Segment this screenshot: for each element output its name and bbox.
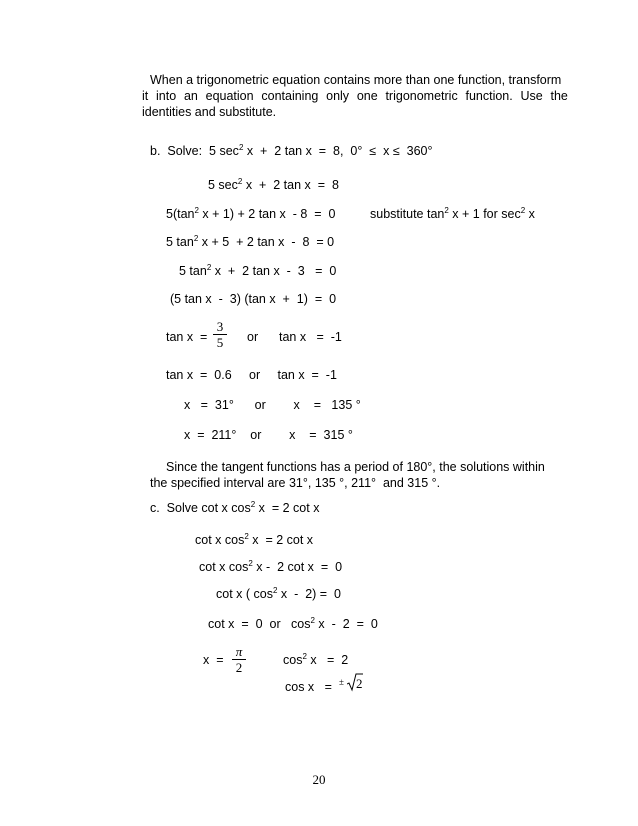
- problem-b-step-3: 5 $\tan^2 x + 5 + 2$ tan x - 8 = 0: [166, 234, 335, 249]
- problem-b-step-6-left: tan x =: [166, 330, 208, 344]
- fraction-three-fifths: 3 5: [213, 320, 227, 349]
- problem-b-step-6-or: or: [247, 330, 259, 344]
- problem-c-step-4: cot x = 0 or $\cos^2 x - 2 = 0$: [208, 616, 378, 631]
- problem-b-conclusion-2: the specified interval are 31°, 135 °, 211° and 315 °.: [150, 476, 441, 490]
- problem-c-step-2: cot x $\cos^2 x - 2$ cot x = 0: [199, 559, 343, 574]
- problem-b-step-2: $5(\tan^2$ x + 1) + 2 tan x - 8 = 0: [166, 206, 336, 221]
- problem-b-header: b. Solve: 5 $\sec^2 x + 2$ tan x = 8, 0° ≤ x ≤ 360°: [150, 143, 433, 158]
- problem-c-step-5-left: x =: [203, 653, 224, 667]
- problem-c-header: c. Solve cot x $\cos^2 x = 2$ cot x: [150, 500, 320, 515]
- problem-b-step-1: 5 $\sec^2 x + 2$ tan x = 8: [208, 177, 339, 192]
- page-number: 20: [312, 772, 326, 787]
- problem-b-step-6-right: tan x = -1: [279, 330, 342, 344]
- problem-b-step-9: x = 211° or x = 315 °: [184, 428, 353, 442]
- radicand: 2: [356, 676, 363, 691]
- problem-b-step-5: (5 tan x - 3) (tan x + 1) = 0: [170, 292, 337, 306]
- problem-c-step-5-right: $\cos^2 x = 2$: [283, 652, 349, 667]
- problem-b-step-8: x = 31° or x = 135 °: [184, 398, 361, 412]
- intro-line-2: it into an equation containing only one trigonometric function. Use the: [142, 89, 568, 103]
- intro-line-3: identities and substitute.: [142, 105, 277, 119]
- plus-minus-sign: ±: [339, 677, 344, 687]
- problem-b-conclusion-1: Since the tangent functions has a period of 180°, the solutions within: [166, 460, 545, 474]
- fraction-pi-over-two: π 2: [232, 645, 246, 674]
- problem-c-step-1: cot x $\cos^2 x = 2$ cot x: [195, 532, 314, 547]
- problem-c-step-6: cos x =: [285, 680, 332, 694]
- plus-minus-root-two: [339, 672, 369, 694]
- problem-b-step-7: tan x = 0.6 or tan x = -1: [166, 368, 337, 382]
- problem-c-step-3: cot x ( $\cos^2 x - 2) = 0$: [216, 586, 341, 601]
- problem-b-step-2-note: substitute $\tan^2 x + 1$ for $\sec^2 x$: [370, 206, 535, 221]
- intro-line-1: When a trigonometric equation contains more than one function, transform: [150, 73, 562, 87]
- problem-b-step-4: 5 $\tan^2 x + 2$ tan x - 3 = 0: [179, 263, 337, 278]
